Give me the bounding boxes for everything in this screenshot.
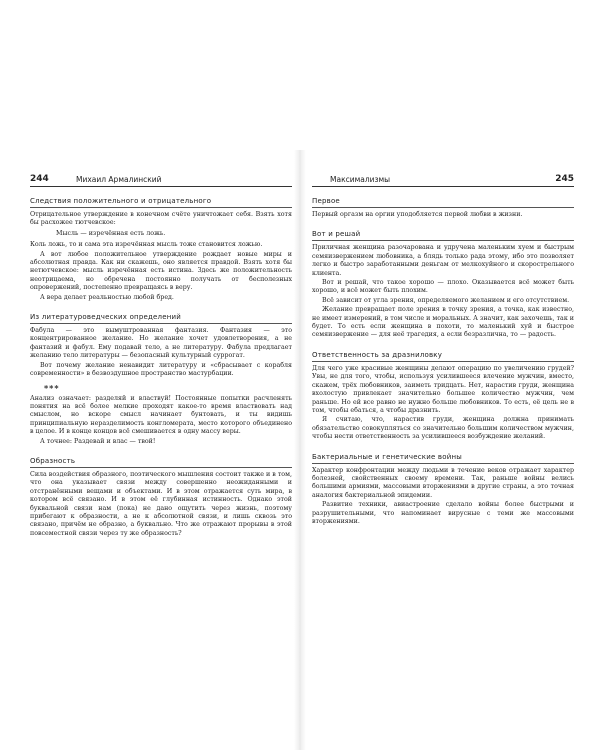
paragraph: Всё зависит от угла зрения, определяемого желанием и его отсутствием. — [322, 296, 570, 304]
right-page-header — [312, 170, 574, 187]
book-gutter — [294, 150, 306, 750]
paragraph: Приличная женщина разочарована и удручена маленьким хуем и быстрым семяизвержением любовника, а блядь только рада этому, ибо это позволяет легко и быстро заработанными деньгам от мелкохуйного и скорострельного клиента. — [312, 244, 574, 277]
paragraph: Анализ означает: разделяй и властвуй! Постоянные попытки расчленять понятия на всё более мелкие проходят какое-то время властвовать над смыслом, но вскоре смысл начинает бунтовать, и ты видишь принципиальную неразделимость конгломерата, место которого объединено в целое. И в конце концов всё смешивается в одну массу веры. — [30, 394, 292, 436]
paragraph: Вот почему желание ненавидит литературу и «сбрасывает с корабля современности» в безвоздушное пространство мастурбации. — [30, 361, 292, 378]
paragraph: Для чего уже красивые женщины делают операцию по увеличению грудей? Увы, не для того, чтобы, используя усилившееся влечение мужчин, вместо, скажем, трёх любовников, заиметь тридцать. Нет, нарастив груди, женщина вхолостую привлекает значительно большее количество мужчин, чем раньше. Но ей все равно не нужно больше любовников. То есть, её цель не в том, чтобы ебаться, а чтобы дразнить. — [312, 364, 574, 414]
paragraph: Коль ложь, то и сама эта изречённая мысль тоже становится ложью. — [30, 241, 263, 249]
section-title: Образность — [30, 457, 292, 468]
section-title: Бактериальные и генетические войны — [312, 453, 574, 464]
paragraph: Первый оргазм на оргии уподобляется первой любви в жизни. — [312, 211, 523, 218]
quote: Мысль — изречённая есть ложь. — [56, 229, 166, 237]
section-title: Вот и решай — [312, 230, 574, 241]
paragraph: А вера делает реальностью любой бред. — [40, 293, 174, 301]
section-title: Следствия положительного и отрицательного — [30, 197, 292, 208]
left-page — [30, 170, 292, 539]
paragraph: Сила воздействия образного, поэтического мышления состоит также и в том, что она указывает связи между совершенно неожиданными и отстранёнными вещами и объектами. И в этом отражается суть мира, в котором всё связано. И в этом её глубинная истинность. Однако этой буквальной связи нам (пока) не дано ощутить через жизнь, поэтому прибегают к образности, а не к абсолютной связи, и лишь сквозь это связано, причём не образно, а буквально. Что же отражают прорывы в этой повсеместной связи через ту же образность? — [30, 470, 292, 537]
section-separator: *** — [44, 382, 60, 393]
paragraph: Развитие техники, авиастроение сделало войны более быстрыми и разрушительными, что напоминает вирусные с теми же массовыми вторжениями. — [312, 501, 574, 525]
running-head: Михаил Армалинский — [76, 175, 162, 184]
left-page-header — [30, 170, 292, 187]
section-title: Первое — [312, 197, 574, 208]
page-number: 245 — [555, 174, 574, 184]
page-number: 244 — [30, 174, 49, 184]
paragraph: А точнее: Раздевай и влас — твой! — [40, 437, 156, 445]
paragraph: Отрицательное утверждение в конечном счёте уничтожает себя. Взять хотя бы расхожее тютчевское: — [30, 211, 292, 227]
right-page — [312, 170, 574, 527]
paragraph: Желание превращает поле зрения в точку зрения, а точка, как известно, не имеет измерений, в том числе и моральных. А значит, как захочешь, так и будет. То есть если женщина в похоти, то маленький хуй и быстрое семяизвержение — для неё трагедия, а если безразлична, то — радость. — [312, 306, 574, 339]
running-head: Максимализмы — [330, 175, 391, 184]
paragraph: Фабула — это вымуштрованная фантазия. Фантазия — это концентрированное желание. Но желание хочет удовлетворения, а не фантазий и фабул. Ему подавай тело, а не литературу. Фабула предлагает желанию тело литературы — безопасный культурный суррогат. — [30, 327, 292, 360]
paragraph: А вот любое положительное утверждение рождает новые миры и абсолютная правда. Как ни скажешь, оно является правдой. Взять хотя бы нетютчевское: мысль изречённая есть истина. Здесь же положительность неотрицаема, но обречена постоянно получать от бесполезных опровержений, постепенно превращаясь в веру. — [30, 250, 292, 292]
paragraph: Я считаю, что, нарастив груди, женщина должна принимать обязательство совокупляться со значительно большим количеством мужчин, чтобы нести ответственность за усилившееся возбуждение желаний. — [312, 416, 574, 441]
section-title: Ответственность за дразниловку — [312, 351, 574, 362]
paragraph: Характер конфронтации между людьми в течение веков отражает характер болезней, свойственных своему времени. Так, раньше войны велись большими армиями, массовыми вторжениями в другие страны, а это точная аналогия бактериальной эпидемии. — [312, 466, 574, 499]
section-title: Из литературоведческих определений — [30, 313, 292, 324]
paragraph: Вот и решай, что такое хорошо — плохо. Оказывается всё может быть хорошо, и всё может быть плохим. — [312, 279, 574, 295]
